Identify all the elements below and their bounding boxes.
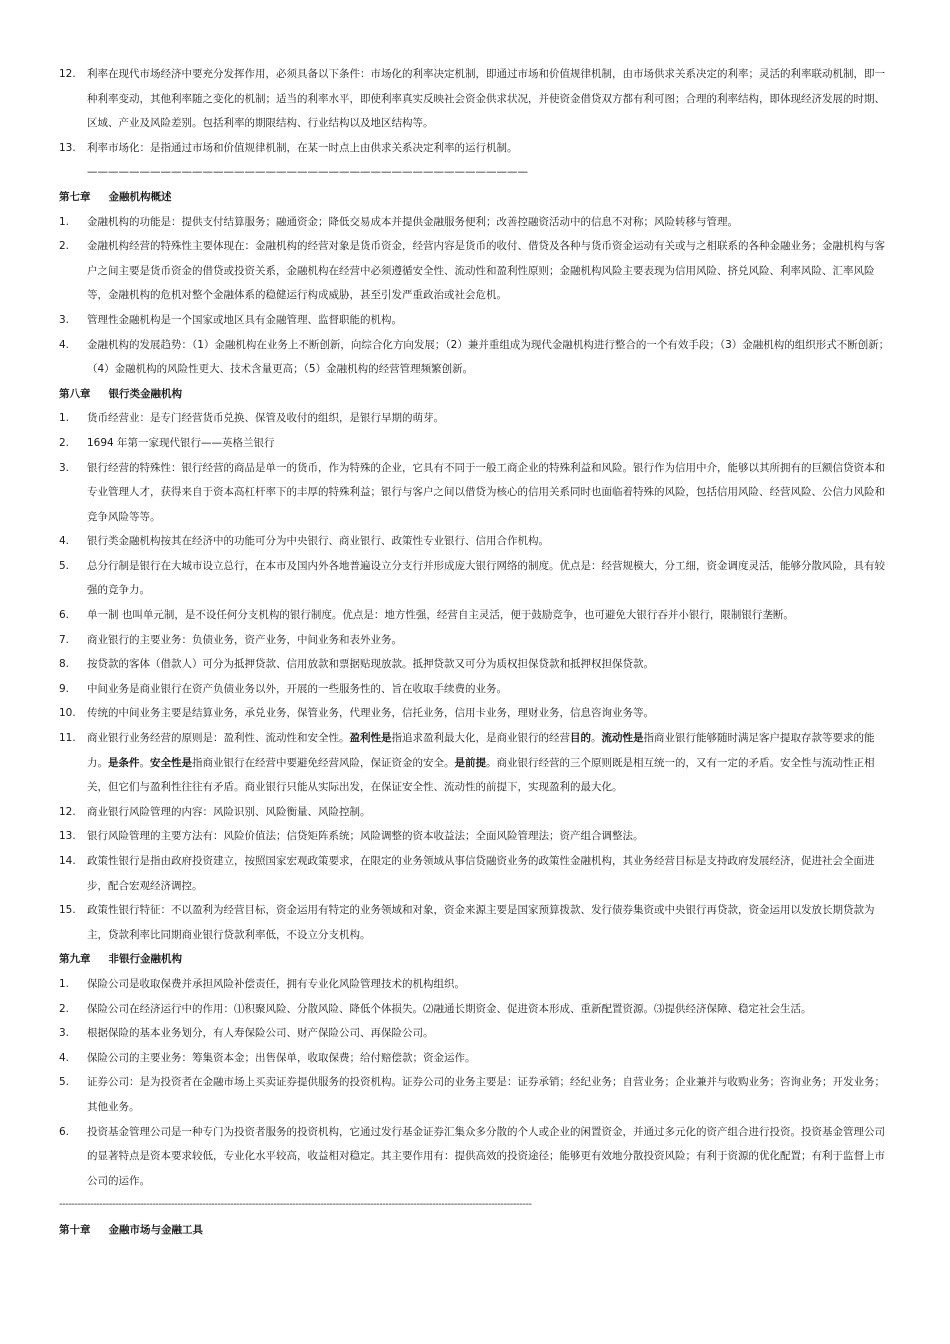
- list-item-number: 11.: [59, 732, 76, 745]
- list-item-text: 利率市场化：是指通过市场和价值规律机制，在某一时点上由供求关系决定利率的运行机制。——————————————————————————————————————————: [87, 141, 528, 179]
- list-item: [59, 628, 894, 653]
- list-item-number: 3.: [59, 461, 70, 474]
- list-item-text: 政策性银行是指由政府投资建立，按照国家宏观政策要求，在限定的业务领域从事信贷融资业务的政策性金融机构，其业务经营目标是支持政府发展经济，促进社会全面进步，配合宏观经济调控。: [87, 855, 875, 892]
- list-item-text: 传统的中间业务主要是结算业务，承兑业务，保管业务，代理业务，信托业务，信用卡业务，理财业务，信息咨询业务等。: [87, 707, 654, 720]
- list-item-number: 1.: [59, 412, 70, 425]
- chapter-title: 非银行金融机构: [108, 953, 182, 966]
- list-item-text: 保险公司的主要业务：筹集资本金；出售保单，收取保费；给付赔偿款；资金运作。: [87, 1051, 476, 1064]
- list-item-text: 金融机构的发展趋势：（1）金融机构在业务上不断创新，向综合化方向发展；（2）兼并重组成为现代金融机构进行整合的一个有效手段；（3）金融机构的组织形式不断创新；（4）金融机构的风险性更大、技术含量更高；（5）金融机构的经营管理频繁创新。: [87, 338, 890, 376]
- list-item-number: 12.: [59, 805, 76, 818]
- list-item-text: 银行经营的特殊性：银行经营的商品是单一的货币，作为特殊的企业，它具有不同于一般工商企业的特殊利益和风险。银行作为信用中介，能够以其所拥有的巨额信贷资本和专业管理人才，获得来自于资本高杠杆率下的丰厚的特殊利益；银行与客户之间以借贷为核心的信用关系同时也面临着特殊的风险，包括信用风险、经营风险、公信力风险和竞争风险等等。: [87, 461, 885, 523]
- list-item: [59, 1120, 894, 1194]
- list-item: [59, 972, 894, 997]
- list-item: [59, 652, 894, 677]
- list-item-number: 9.: [59, 682, 70, 695]
- list-item: [59, 62, 894, 136]
- list-item-text: 证券公司：是为投资者在金融市场上买卖证券提供服务的投资机构。证券公司的业务主要是：证券承销；经纪业务；自营业务；企业兼并与收购业务；咨询业务；开发业务；其他业务。: [87, 1076, 885, 1113]
- list-item: [59, 333, 894, 382]
- list-item-number: 4.: [59, 535, 70, 548]
- list-item-number: 13.: [59, 141, 76, 154]
- list-item-text: 商业银行业务经营的原则是：盈利性、流动性和安全性。盈利性是指追求盈利最大化，是商业银行的经营目的。流动性是指商业银行能够随时满足客户提取存款等要求的能力。是条件。安全性是指商业银行在经营中要避免经营风险，保证资金的安全。是前提。商业银行经营的三个原则既是相互统一的，又有一定的矛盾。安全性与流动性正相关，但它们与盈利性往往有矛盾。商业银行只能从实际出发，在保证安全性、流动性的前提下，实现盈利的最大化。: [87, 732, 875, 794]
- list-item-text: 政策性银行特征：不以盈利为经营目标，资金运用有特定的业务领域和对象，资金来源主要是国家预算拨款、发行债券集资或中央银行再贷款，资金运用以发放长期贷款为主，贷款利率比同期商业银行贷款利率低，不设立分支机构。: [87, 904, 875, 941]
- list-item-text: 商业银行的主要业务：负债业务，资产业务，中间业务和表外业务。: [87, 633, 402, 646]
- list-item-text: 金融机构经营的特殊性主要体现在：金融机构的经营对象是货币资金，经营内容是货币的收付、借贷及各种与货币资金运动有关或与之相联系的各种金融业务；金融机构与客户之间主要是货币资金的借贷或投资关系，金融机构在经营中必须遵循安全性、流动性和盈利性原则；金融机构风险主要表现为信用风险、挤兑风险、利率风险、汇率风险等，金融机构的危机对整个金融体系的稳健运行构成威胁，甚至引发严重政治或社会危机。: [87, 240, 885, 302]
- list-item: [59, 308, 894, 333]
- list-item-text: 银行类金融机构按其在经济中的功能可分为中央银行、商业银行、政策性专业银行、信用合作机构。: [87, 535, 549, 548]
- list-item-number: 5.: [59, 1076, 70, 1089]
- list-item: [59, 1021, 894, 1046]
- chapter-number: 第七章: [59, 190, 91, 203]
- list-item-text: 货币经营业：是专门经营货币兑换、保管及收付的组织，是银行早期的萌芽。: [87, 412, 444, 425]
- list-item-number: 6.: [59, 609, 70, 622]
- list-item-text: 投资基金管理公司是一种专门为投资者服务的投资机构，它通过发行基金证券汇集众多分散的个人或企业的闲置资金，并通过多元化的资产组合进行投资。投资基金管理公司的显著特点是资本要求较低，专业化水平较高，收益相对稳定。其主要作用有：提供高效的投资途径；能够更有效地分散投资风险；有利于资源的优化配置；有利于监督上市公司的运作。: [87, 1125, 885, 1187]
- list-item: [59, 677, 894, 702]
- chapter-title: 银行类金融机构: [108, 387, 182, 400]
- emphasis-text: 流动性是: [601, 732, 644, 745]
- list-item-number: 15.: [59, 904, 76, 917]
- list-item: [59, 554, 894, 603]
- list-item-text: 银行风险管理的主要方法有：风险价值法；信贷矩阵系统；风险调整的资本收益法；全面风险管理法；资产组合调整法。: [87, 830, 644, 843]
- emphasis-text: 是条件: [108, 756, 140, 769]
- list-item: [59, 849, 894, 898]
- list-item-text: 管理性金融机构是一个国家或地区具有金融管理、监督职能的机构。: [87, 313, 402, 326]
- list-item-text: 保险公司是收取保费并承担风险补偿责任，拥有专业化风险管理技术的机构组织。: [87, 977, 465, 990]
- list-item-text: 利率在现代市场经济中要充分发挥作用，必须具备以下条件：市场化的利率决定机制，即通过市场和价值规律机制，由市场供求关系决定的利率；灵活的利率联动机制，即一种利率变动，其他利率随之变化的机制；适当的利率水平，即使利率真实反映社会资金供求状况，并使资金借贷双方都有利可图；合理的利率结构，即体现经济发展的时期、区域、产业及风险差别。包括利率的期限结构、行业结构以及地区结构等。: [87, 68, 885, 130]
- list-item: [59, 210, 894, 235]
- list-item: [59, 234, 894, 308]
- list-item: [59, 1070, 894, 1119]
- list-item: [59, 406, 894, 431]
- list-item-text: 总分行制是银行在大城市设立总行，在本市及国内外各地普遍设立分支行并形成庞大银行网络的制度。优点是：经营规模大，分工细，资金调度灵活，能够分散风险，具有较强的竞争力。: [87, 559, 885, 597]
- list-item: [59, 824, 894, 849]
- list-item-text: 商业银行风险管理的内容：风险识别、风险衡量、风险控制。: [87, 805, 371, 818]
- list-item-text: 单一制 也叫单元制，是不设任何分支机构的银行制度。优点是：地方性强，经营自主灵活，便于鼓励竞争，也可避免大银行吞并小银行，限制银行垄断。: [87, 609, 794, 622]
- list-item: [59, 1046, 894, 1071]
- chapter-heading: [59, 1218, 894, 1243]
- list-item: [59, 603, 894, 628]
- list-item-number: 14.: [59, 855, 76, 867]
- emphasis-text: 是前提: [454, 756, 486, 769]
- list-item-number: 12.: [59, 68, 76, 80]
- list-item: [59, 800, 894, 825]
- emphasis-text: 安全性是: [150, 756, 192, 769]
- list-item-text: 保险公司在经济运行中的作用：⑴积聚风险、分散风险、降低个体损失。⑵融通长期资金、促进资本形成、重新配置资源。⑶提供经济保障、稳定社会生活。: [87, 1002, 812, 1015]
- chapter-heading: [59, 947, 894, 972]
- list-item-number: 4.: [59, 1051, 70, 1064]
- chapter-number: 第八章: [59, 387, 91, 400]
- list-item-text: 根据保险的基本业务划分，有人寿保险公司、财产保险公司、再保险公司。: [87, 1027, 434, 1040]
- chapter-number: 第十章: [59, 1223, 91, 1236]
- emphasis-text: 盈利性是: [349, 732, 392, 745]
- list-item-number: 2.: [59, 1002, 70, 1015]
- list-item-number: 8.: [59, 658, 70, 671]
- list-item-number: 3.: [59, 313, 70, 326]
- list-item-number: 1.: [59, 977, 70, 990]
- list-item: [59, 136, 894, 185]
- list-item: [59, 997, 894, 1022]
- list-item-number: 5.: [59, 559, 70, 572]
- chapter-heading: [59, 185, 894, 210]
- chapter-number: 第九章: [59, 953, 91, 966]
- emphasis-text: 目的: [570, 732, 591, 745]
- list-item-number: 2.: [59, 240, 70, 253]
- list-item-number: 4.: [59, 338, 70, 351]
- chapter-title: 金融机构概述: [108, 190, 172, 203]
- list-item: [59, 726, 894, 800]
- list-item: [59, 701, 894, 726]
- list-item-text: 按贷款的客体（借款人）可分为抵押贷款、信用放款和票据贴现放款。抵押贷款又可分为质权担保贷款和抵押权担保贷款。: [87, 658, 654, 671]
- list-item: [59, 456, 894, 530]
- list-item-number: 13.: [59, 830, 76, 843]
- list-item-number: 10.: [59, 707, 76, 720]
- list-item-number: 7.: [59, 633, 70, 646]
- list-item-number: 1.: [59, 215, 70, 228]
- dashed-separator: --------------------------------------------------------------------------------------------------------------------------------------------------------: [59, 1199, 532, 1211]
- list-item-text: 金融机构的功能是：提供支付结算服务；融通资金；降低交易成本并提供金融服务便利；改善控融资活动中的信息不对称；风险转移与管理。: [87, 215, 738, 228]
- list-item: [59, 431, 894, 456]
- list-item-number: 6.: [59, 1125, 70, 1138]
- list-item: [59, 898, 894, 947]
- list-item-text: 1694 年第一家现代银行——英格兰银行: [87, 436, 275, 449]
- document-body: [59, 62, 894, 1243]
- chapter-title: 金融市场与金融工具: [108, 1223, 203, 1236]
- chapter-heading: [59, 382, 894, 407]
- list-item-number: 2.: [59, 436, 70, 449]
- list-item-number: 3.: [59, 1027, 70, 1040]
- list-item: [59, 529, 894, 554]
- list-item-text: 中间业务是商业银行在资产负债业务以外，开展的一些服务性的、旨在收取手续费的业务。: [87, 682, 507, 695]
